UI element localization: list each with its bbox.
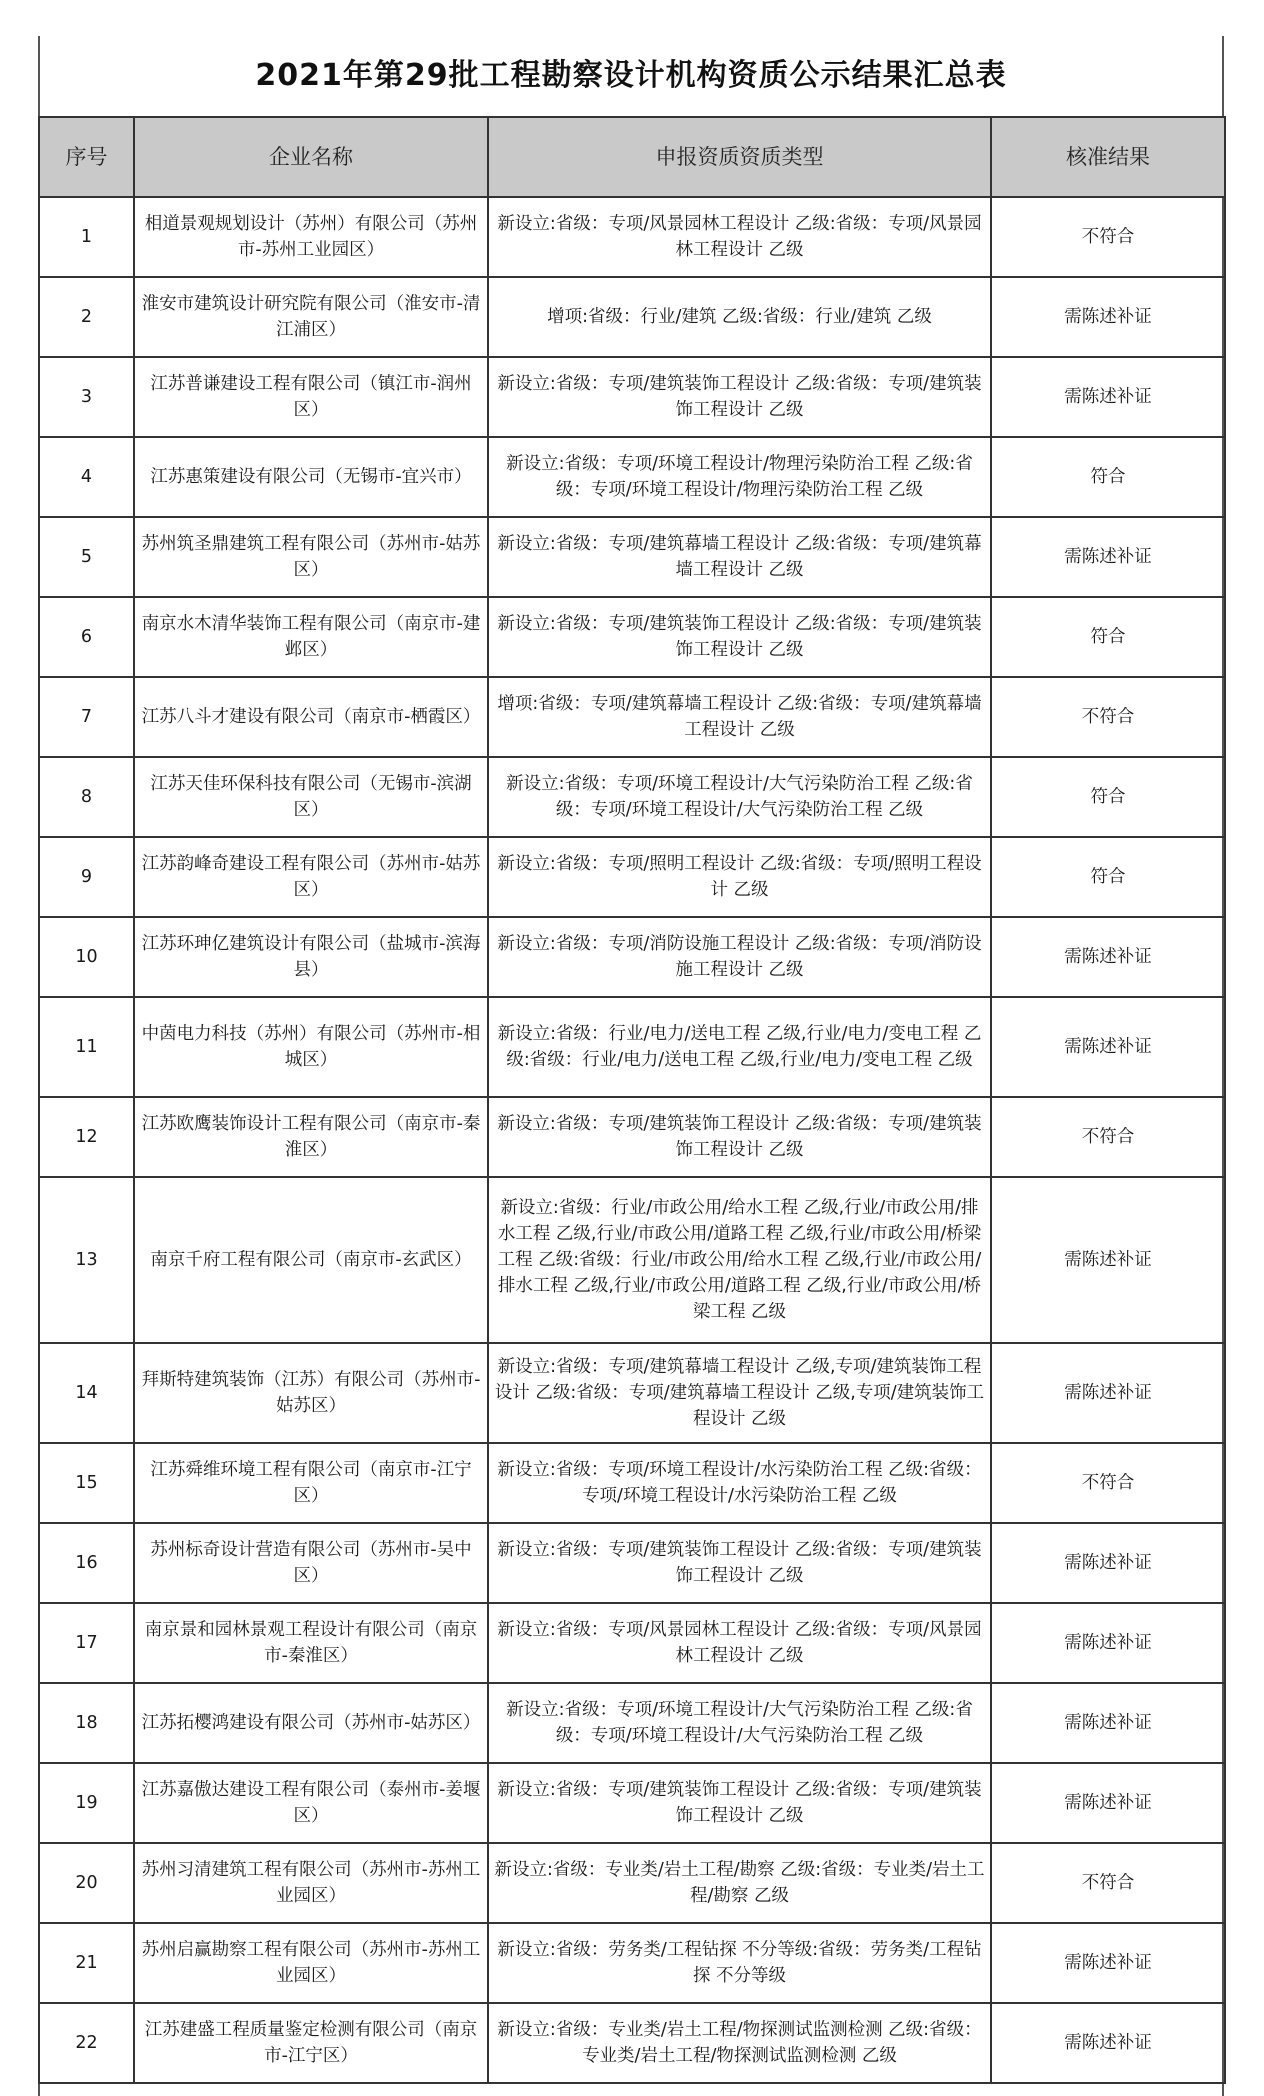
row-qualification-type: 新设立:省级：专项/建筑装饰工程设计 乙级:省级：专项/建筑装饰工程设计 乙级 — [488, 597, 991, 677]
row-no: 11 — [39, 997, 134, 1097]
row-company-name: 江苏惠策建设有限公司（无锡市-宜兴市） — [134, 437, 488, 517]
row-company-name: 苏州标奇设计营造有限公司（苏州市-吴中区） — [134, 1523, 488, 1603]
header-result: 核准结果 — [991, 117, 1225, 197]
row-no: 19 — [39, 1763, 134, 1843]
page-title: 2021年第29批工程勘察设计机构资质公示结果汇总表 — [255, 58, 1007, 93]
row-no: 12 — [39, 1097, 134, 1177]
table-row — [39, 757, 1225, 837]
table-row — [39, 837, 1225, 917]
table-row — [39, 1523, 1225, 1603]
row-company-name: 江苏八斗才建设有限公司（南京市-栖霞区） — [134, 677, 488, 757]
row-result: 需陈述补证 — [991, 1683, 1225, 1763]
row-result: 不符合 — [991, 1097, 1225, 1177]
row-company-name: 苏州筑圣鼎建筑工程有限公司（苏州市-姑苏区） — [134, 517, 488, 597]
header-qualification-type: 申报资质资质类型 — [488, 117, 991, 197]
row-qualification-type: 新设立:省级：专项/建筑幕墙工程设计 乙级:省级：专项/建筑幕墙工程设计 乙级 — [488, 517, 991, 597]
row-company-name: 江苏环珅亿建筑设计有限公司（盐城市-滨海县） — [134, 917, 488, 997]
row-result: 需陈述补证 — [991, 917, 1225, 997]
table-row — [39, 1443, 1225, 1523]
row-qualification-type: 新设立:省级：专项/建筑幕墙工程设计 乙级,专项/建筑装饰工程设计 乙级:省级：专项/建筑幕墙工程设计 乙级,专项/建筑装饰工程设计 乙级 — [488, 1343, 991, 1443]
table-row — [39, 1097, 1225, 1177]
row-company-name: 拜斯特建筑装饰（江苏）有限公司（苏州市-姑苏区） — [134, 1343, 488, 1443]
row-qualification-type: 新设立:省级：专项/环境工程设计/大气污染防治工程 乙级:省级：专项/环境工程设计/大气污染防治工程 乙级 — [488, 1683, 991, 1763]
row-company-name: 江苏韵峰奇建设工程有限公司（苏州市-姑苏区） — [134, 837, 488, 917]
row-no: 5 — [39, 517, 134, 597]
row-no: 18 — [39, 1683, 134, 1763]
table-row — [39, 2003, 1225, 2083]
row-company-name: 江苏建盛工程质量鉴定检测有限公司（南京市-江宁区） — [134, 2003, 488, 2083]
row-result: 符合 — [991, 437, 1225, 517]
table-row — [39, 677, 1225, 757]
row-result: 需陈述补证 — [991, 517, 1225, 597]
row-company-name: 江苏普谦建设工程有限公司（镇江市-润州区） — [134, 357, 488, 437]
row-result: 需陈述补证 — [991, 997, 1225, 1097]
table-row — [39, 1603, 1225, 1683]
table-row — [39, 1843, 1225, 1923]
row-result: 需陈述补证 — [991, 1763, 1225, 1843]
row-result: 需陈述补证 — [991, 357, 1225, 437]
row-result: 需陈述补证 — [991, 1523, 1225, 1603]
row-result: 不符合 — [991, 1443, 1225, 1523]
row-qualification-type: 新设立:省级：专项/照明工程设计 乙级:省级：专项/照明工程设计 乙级 — [488, 837, 991, 917]
row-company-name: 江苏舜维环境工程有限公司（南京市-江宁区） — [134, 1443, 488, 1523]
row-no: 22 — [39, 2003, 134, 2083]
table-row — [39, 917, 1225, 997]
table-row — [39, 197, 1225, 277]
row-company-name: 江苏嘉傲达建设工程有限公司（泰州市-姜堰区） — [134, 1763, 488, 1843]
row-no: 1 — [39, 197, 134, 277]
row-no: 9 — [39, 837, 134, 917]
row-qualification-type: 新设立:省级：专项/风景园林工程设计 乙级:省级：专项/风景园林工程设计 乙级 — [488, 197, 991, 277]
row-result: 符合 — [991, 837, 1225, 917]
row-qualification-type: 新设立:省级：行业/市政公用/给水工程 乙级,行业/市政公用/排水工程 乙级,行业/市政公用/道路工程 乙级,行业/市政公用/桥梁工程 乙级:省级：行业/市政公用/给水工程 乙级,行业/市政公用/排水工程 乙级,行业/市政公用/道路工程 乙级,行业/市政公用/桥梁工程 乙级 — [488, 1177, 991, 1343]
row-no: 6 — [39, 597, 134, 677]
header-company-name: 企业名称 — [134, 117, 488, 197]
header-no: 序号 — [39, 117, 134, 197]
row-result: 不符合 — [991, 677, 1225, 757]
row-qualification-type: 增项:省级：专项/建筑幕墙工程设计 乙级:省级：专项/建筑幕墙工程设计 乙级 — [488, 677, 991, 757]
row-qualification-type: 新设立:省级：专项/环境工程设计/水污染防治工程 乙级:省级：专项/环境工程设计/水污染防治工程 乙级 — [488, 1443, 991, 1523]
table-row — [39, 517, 1225, 597]
table-row — [39, 1763, 1225, 1843]
row-qualification-type: 增项:省级：行业/建筑 乙级:省级：行业/建筑 乙级 — [488, 277, 991, 357]
row-no: 13 — [39, 1177, 134, 1343]
row-company-name: 相道景观规划设计（苏州）有限公司（苏州市-苏州工业园区） — [134, 197, 488, 277]
row-company-name: 江苏天佳环保科技有限公司（无锡市-滨湖区） — [134, 757, 488, 837]
row-no: 10 — [39, 917, 134, 997]
row-company-name: 中茵电力科技（苏州）有限公司（苏州市-相城区） — [134, 997, 488, 1097]
row-qualification-type: 新设立:省级：行业/电力/送电工程 乙级,行业/电力/变电工程 乙级:省级：行业/电力/送电工程 乙级,行业/电力/变电工程 乙级 — [488, 997, 991, 1097]
row-company-name: 苏州启赢勘察工程有限公司（苏州市-苏州工业园区） — [134, 1923, 488, 2003]
row-result: 不符合 — [991, 1843, 1225, 1923]
row-qualification-type: 新设立:省级：专项/建筑装饰工程设计 乙级:省级：专项/建筑装饰工程设计 乙级 — [488, 357, 991, 437]
row-no: 8 — [39, 757, 134, 837]
row-qualification-type: 新设立:省级：专项/环境工程设计/物理污染防治工程 乙级:省级：专项/环境工程设计/物理污染防治工程 乙级 — [488, 437, 991, 517]
row-qualification-type: 新设立:省级：专项/建筑装饰工程设计 乙级:省级：专项/建筑装饰工程设计 乙级 — [488, 1763, 991, 1843]
row-result: 需陈述补证 — [991, 1177, 1225, 1343]
row-no: 16 — [39, 1523, 134, 1603]
row-result: 需陈述补证 — [991, 1923, 1225, 2003]
row-no: 4 — [39, 437, 134, 517]
row-company-name: 南京千府工程有限公司（南京市-玄武区） — [134, 1177, 488, 1343]
row-qualification-type: 新设立:省级：专项/环境工程设计/大气污染防治工程 乙级:省级：专项/环境工程设计/大气污染防治工程 乙级 — [488, 757, 991, 837]
row-no: 21 — [39, 1923, 134, 2003]
row-qualification-type: 新设立:省级：专项/建筑装饰工程设计 乙级:省级：专项/建筑装饰工程设计 乙级 — [488, 1523, 991, 1603]
row-result: 符合 — [991, 597, 1225, 677]
table-header-row — [39, 117, 1225, 197]
table-row — [39, 277, 1225, 357]
row-company-name: 江苏欧鹰装饰设计工程有限公司（南京市-秦淮区） — [134, 1097, 488, 1177]
table-row — [39, 1177, 1225, 1343]
results-table — [38, 116, 1226, 2084]
row-qualification-type: 新设立:省级：专项/风景园林工程设计 乙级:省级：专项/风景园林工程设计 乙级 — [488, 1603, 991, 1683]
row-no: 2 — [39, 277, 134, 357]
table-row — [39, 1683, 1225, 1763]
table-row — [39, 1343, 1225, 1443]
row-qualification-type: 新设立:省级：专业类/岩土工程/勘察 乙级:省级：专业类/岩土工程/勘察 乙级 — [488, 1843, 991, 1923]
row-no: 17 — [39, 1603, 134, 1683]
row-result: 不符合 — [991, 197, 1225, 277]
row-company-name: 南京水木清华装饰工程有限公司（南京市-建邺区） — [134, 597, 488, 677]
row-company-name: 江苏拓樱鸿建设有限公司（苏州市-姑苏区） — [134, 1683, 488, 1763]
row-qualification-type: 新设立:省级：劳务类/工程钻探 不分等级:省级：劳务类/工程钻探 不分等级 — [488, 1923, 991, 2003]
row-no: 14 — [39, 1343, 134, 1443]
row-result: 符合 — [991, 757, 1225, 837]
row-company-name: 淮安市建筑设计研究院有限公司（淮安市-清江浦区） — [134, 277, 488, 357]
row-company-name: 南京景和园林景观工程设计有限公司（南京市-秦淮区） — [134, 1603, 488, 1683]
table-row — [39, 1923, 1225, 2003]
table-row — [39, 597, 1225, 677]
row-result: 需陈述补证 — [991, 277, 1225, 357]
row-result: 需陈述补证 — [991, 2003, 1225, 2083]
row-no: 20 — [39, 1843, 134, 1923]
row-no: 3 — [39, 357, 134, 437]
row-no: 7 — [39, 677, 134, 757]
row-qualification-type: 新设立:省级：专业类/岩土工程/物探测试监测检测 乙级:省级：专业类/岩土工程/物探测试监测检测 乙级 — [488, 2003, 991, 2083]
row-no: 15 — [39, 1443, 134, 1523]
table-row — [39, 437, 1225, 517]
row-company-name: 苏州习清建筑工程有限公司（苏州市-苏州工业园区） — [134, 1843, 488, 1923]
row-result: 需陈述补证 — [991, 1343, 1225, 1443]
row-result: 需陈述补证 — [991, 1603, 1225, 1683]
table-row — [39, 357, 1225, 437]
table-row — [39, 997, 1225, 1097]
row-qualification-type: 新设立:省级：专项/消防设施工程设计 乙级:省级：专项/消防设施工程设计 乙级 — [488, 917, 991, 997]
row-qualification-type: 新设立:省级：专项/建筑装饰工程设计 乙级:省级：专项/建筑装饰工程设计 乙级 — [488, 1097, 991, 1177]
